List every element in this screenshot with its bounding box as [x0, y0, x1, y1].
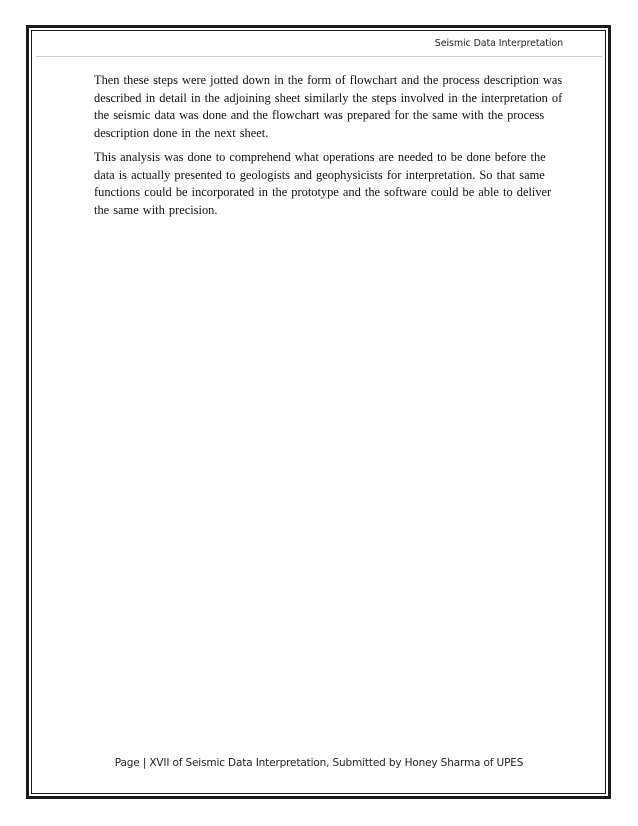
running-header: Seismic Data Interpretation [434, 38, 563, 49]
paragraph: This analysis was done to comprehend what operations are needed to be done before the data is actually presented to geologists and geophysicists for interpretation. So that same functions could be incorporated in the prototype and the software could be able to deliver the same with precision. [94, 150, 552, 217]
body-text [94, 72, 566, 226]
paragraph: Then these steps were jotted down in the form of flowchart and the process description was described in detail in the adjoining sheet similarly the steps involved in the interpretation of the seismic data was done and the flowchart was prepared for the same with the process description done in the next sheet. [94, 73, 563, 140]
header-divider [36, 56, 602, 57]
page-footer: Page | XVII of Seismic Data Interpretation, Submitted by Honey Sharma of UPES [114, 757, 524, 769]
